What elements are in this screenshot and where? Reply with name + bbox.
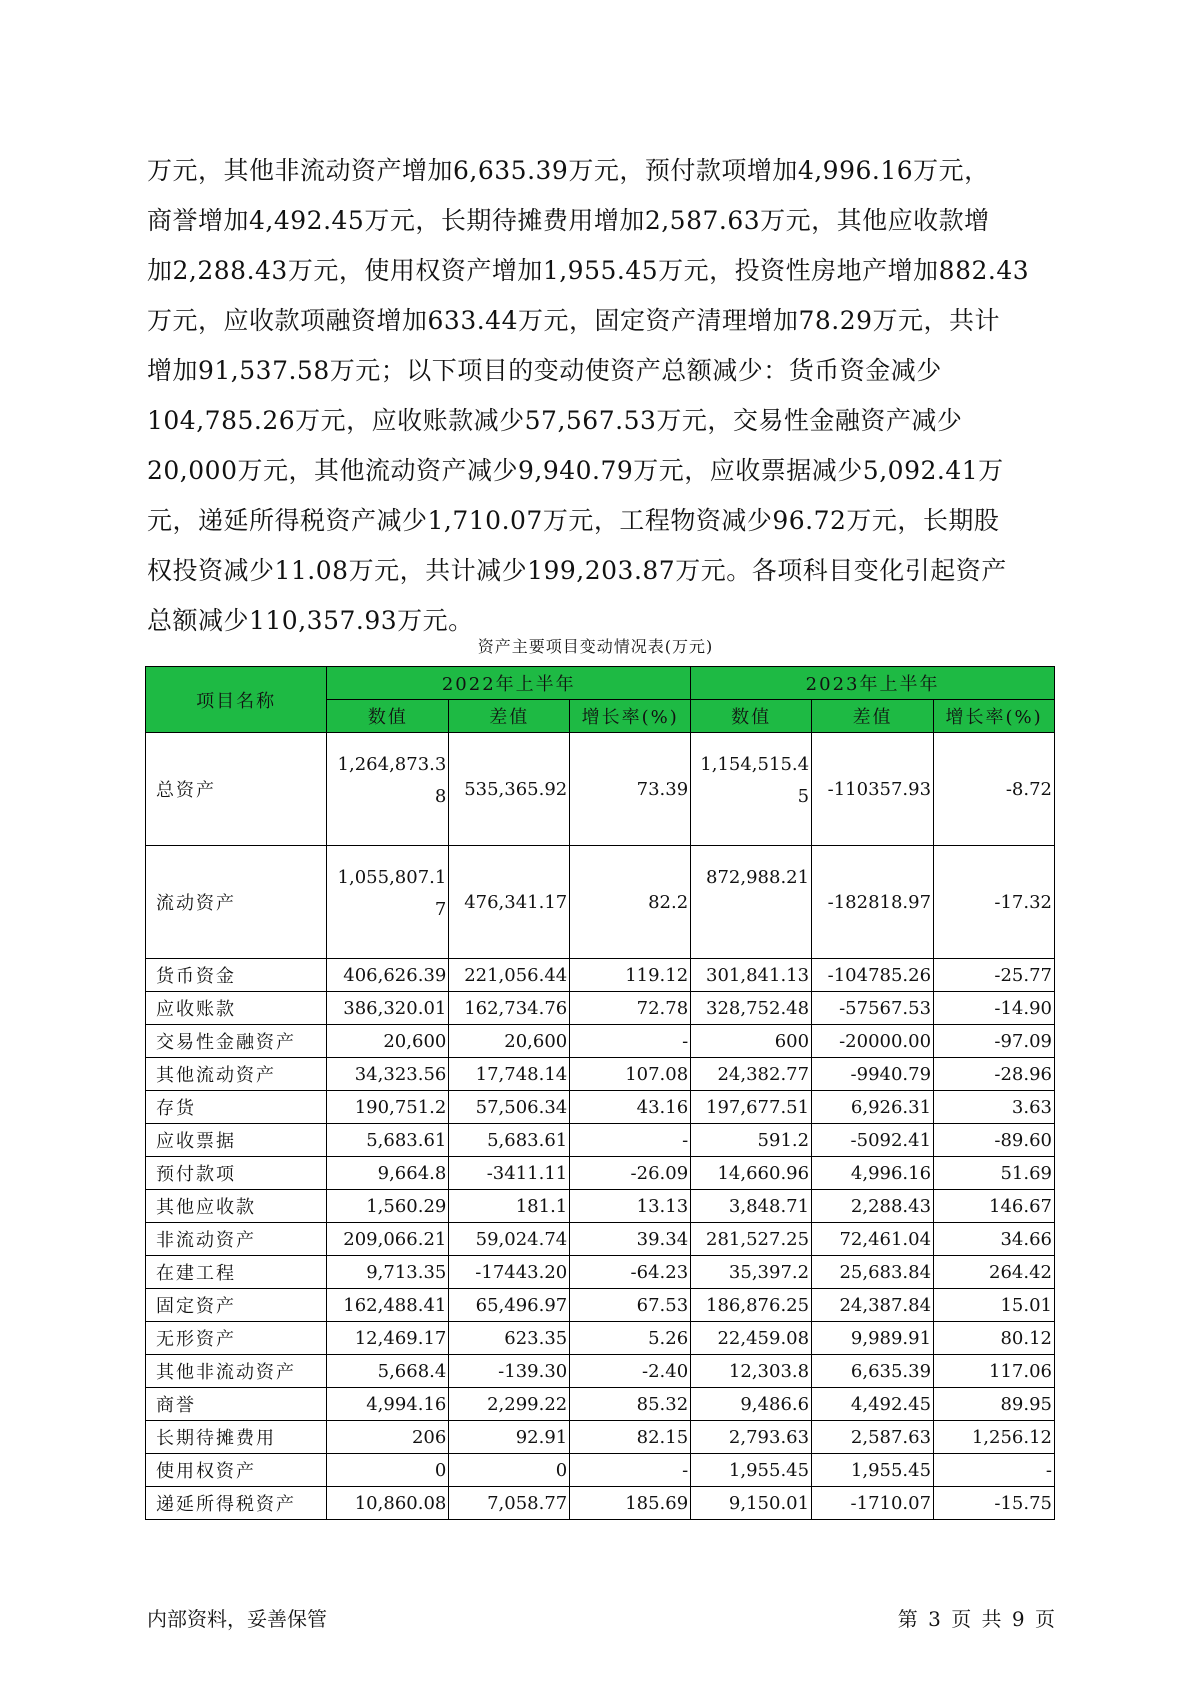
header-period-2023: 2023年上半年 bbox=[691, 667, 1055, 700]
table-cell: 65,496.97 bbox=[449, 1289, 570, 1322]
table-row bbox=[146, 1289, 1055, 1322]
row-item-name: 存货 bbox=[146, 1091, 327, 1124]
table-cell: 5,683.61 bbox=[327, 1124, 449, 1157]
table-cell: 328,752.48 bbox=[691, 992, 812, 1025]
table-cell: 12,303.8 bbox=[691, 1355, 812, 1388]
row-item-name: 预付款项 bbox=[146, 1157, 327, 1190]
table-cell: 43.16 bbox=[570, 1091, 691, 1124]
table-cell: -1710.07 bbox=[812, 1487, 934, 1520]
paragraph-line: 权投资减少11.08万元，共计减少199,203.87万元。各项科目变化引起资产 bbox=[147, 556, 1007, 585]
table-row bbox=[146, 1322, 1055, 1355]
table-cell: -28.96 bbox=[934, 1058, 1055, 1091]
table-row bbox=[146, 1454, 1055, 1487]
row-item-name: 使用权资产 bbox=[146, 1454, 327, 1487]
table-cell: -64.23 bbox=[570, 1256, 691, 1289]
table-cell: 3.63 bbox=[934, 1091, 1055, 1124]
table-cell: 190,751.2 bbox=[327, 1091, 449, 1124]
table-cell: 5,668.4 bbox=[327, 1355, 449, 1388]
table-cell: 24,387.84 bbox=[812, 1289, 934, 1322]
table-cell: -89.60 bbox=[934, 1124, 1055, 1157]
table-cell: 4,994.16 bbox=[327, 1388, 449, 1421]
row-item-name: 流动资产 bbox=[146, 846, 327, 959]
table-row bbox=[146, 992, 1055, 1025]
header-diff-2022: 差值 bbox=[449, 700, 570, 733]
table-cell: 281,527.25 bbox=[691, 1223, 812, 1256]
table-cell: 13.13 bbox=[570, 1190, 691, 1223]
table-cell: 82.2 bbox=[570, 846, 691, 959]
table-cell: 600 bbox=[691, 1025, 812, 1058]
table-row bbox=[146, 1487, 1055, 1520]
table-cell: 1,955.45 bbox=[691, 1454, 812, 1487]
row-item-name: 在建工程 bbox=[146, 1256, 327, 1289]
table-cell: 386,320.01 bbox=[327, 992, 449, 1025]
table-cell: 591.2 bbox=[691, 1124, 812, 1157]
asset-change-table bbox=[145, 666, 1055, 1520]
table-cell: -25.77 bbox=[934, 959, 1055, 992]
table-row bbox=[146, 1124, 1055, 1157]
table-cell: - bbox=[570, 1124, 691, 1157]
table-cell: 535,365.92 bbox=[449, 733, 570, 846]
table-row bbox=[146, 1190, 1055, 1223]
table-cell: 107.08 bbox=[570, 1058, 691, 1091]
header-item-name: 项目名称 bbox=[146, 667, 327, 733]
table-cell: 3,848.71 bbox=[691, 1190, 812, 1223]
table-cell: 7,058.77 bbox=[449, 1487, 570, 1520]
table-cell: 80.12 bbox=[934, 1322, 1055, 1355]
table-cell: 25,683.84 bbox=[812, 1256, 934, 1289]
header-diff-2023: 差值 bbox=[812, 700, 934, 733]
table-cell: 2,793.63 bbox=[691, 1421, 812, 1454]
row-item-name: 其他流动资产 bbox=[146, 1058, 327, 1091]
table-row bbox=[146, 1058, 1055, 1091]
table-cell: 1,955.45 bbox=[812, 1454, 934, 1487]
table-cell: 22,459.08 bbox=[691, 1322, 812, 1355]
table-cell: -97.09 bbox=[934, 1025, 1055, 1058]
header-value-2022: 数值 bbox=[327, 700, 449, 733]
row-item-name: 应收票据 bbox=[146, 1124, 327, 1157]
table-cell: 89.95 bbox=[934, 1388, 1055, 1421]
table-cell: -5092.41 bbox=[812, 1124, 934, 1157]
table-cell: - bbox=[570, 1025, 691, 1058]
table-row bbox=[146, 1355, 1055, 1388]
row-item-name: 固定资产 bbox=[146, 1289, 327, 1322]
row-item-name: 交易性金融资产 bbox=[146, 1025, 327, 1058]
table-cell: -9940.79 bbox=[812, 1058, 934, 1091]
paragraph-line: 万元，其他非流动资产增加6,635.39万元，预付款项增加4,996.16万元， bbox=[147, 156, 990, 185]
table-cell: 117.06 bbox=[934, 1355, 1055, 1388]
table-cell: -17.32 bbox=[934, 846, 1055, 959]
paragraph-line: 20,000万元，其他流动资产减少9,940.79万元，应收票据减少5,092.41万 bbox=[147, 456, 1004, 485]
table-cell: 9,150.01 bbox=[691, 1487, 812, 1520]
table-cell: 34,323.56 bbox=[327, 1058, 449, 1091]
table-cell: 57,506.34 bbox=[449, 1091, 570, 1124]
table-cell: -20000.00 bbox=[812, 1025, 934, 1058]
table-cell: 92.91 bbox=[449, 1421, 570, 1454]
table-row bbox=[146, 846, 1055, 959]
table-cell: 476,341.17 bbox=[449, 846, 570, 959]
table-cell: 162,488.41 bbox=[327, 1289, 449, 1322]
table-cell: 5,683.61 bbox=[449, 1124, 570, 1157]
paragraph-line: 元，递延所得税资产减少1,710.07万元，工程物资减少96.72万元，长期股 bbox=[147, 506, 1000, 535]
footer-confidential-note: 内部资料，妥善保管 bbox=[147, 1607, 327, 1631]
table-cell: - bbox=[934, 1454, 1055, 1487]
row-item-name: 其他应收款 bbox=[146, 1190, 327, 1223]
table-cell: 9,713.35 bbox=[327, 1256, 449, 1289]
row-item-name: 无形资产 bbox=[146, 1322, 327, 1355]
table-row bbox=[146, 959, 1055, 992]
table-cell: 20,600 bbox=[449, 1025, 570, 1058]
table-cell: 9,989.91 bbox=[812, 1322, 934, 1355]
table-cell: 17,748.14 bbox=[449, 1058, 570, 1091]
table-cell: -57567.53 bbox=[812, 992, 934, 1025]
table-cell: 9,486.6 bbox=[691, 1388, 812, 1421]
table-cell: -15.75 bbox=[934, 1487, 1055, 1520]
footer-page-number: 第 3 页 共 9 页 bbox=[897, 1607, 1055, 1631]
table-cell: 2,288.43 bbox=[812, 1190, 934, 1223]
table-cell: 146.67 bbox=[934, 1190, 1055, 1223]
table-cell: 6,635.39 bbox=[812, 1355, 934, 1388]
header-period-2022: 2022年上半年 bbox=[327, 667, 691, 700]
table-cell: 34.66 bbox=[934, 1223, 1055, 1256]
table-cell: 197,677.51 bbox=[691, 1091, 812, 1124]
table-row bbox=[146, 1223, 1055, 1256]
table-cell: 181.1 bbox=[449, 1190, 570, 1223]
table-cell: 67.53 bbox=[570, 1289, 691, 1322]
paragraph-line: 商誉增加4,492.45万元，长期待摊费用增加2,587.63万元，其他应收款增 bbox=[147, 206, 990, 235]
table-cell: 5.26 bbox=[570, 1322, 691, 1355]
paragraph-line: 加2,288.43万元，使用权资产增加1,955.45万元，投资性房地产增加882.43 bbox=[147, 256, 1030, 285]
header-growth-2022: 增长率(%) bbox=[570, 700, 691, 733]
table-cell: 0 bbox=[449, 1454, 570, 1487]
table-cell: -3411.11 bbox=[449, 1157, 570, 1190]
table-cell: 2,299.22 bbox=[449, 1388, 570, 1421]
table-cell: 20,600 bbox=[327, 1025, 449, 1058]
row-item-name: 其他非流动资产 bbox=[146, 1355, 327, 1388]
table-cell: -2.40 bbox=[570, 1355, 691, 1388]
row-item-name: 总资产 bbox=[146, 733, 327, 846]
paragraph-line: 增加91,537.58万元；以下项目的变动使资产总额减少：货币资金减少 bbox=[147, 356, 942, 385]
table-caption: 资产主要项目变动情况表(万元) bbox=[477, 637, 714, 656]
row-item-name: 非流动资产 bbox=[146, 1223, 327, 1256]
row-item-name: 货币资金 bbox=[146, 959, 327, 992]
table-cell: -14.90 bbox=[934, 992, 1055, 1025]
table-cell: 72,461.04 bbox=[812, 1223, 934, 1256]
table-cell: 162,734.76 bbox=[449, 992, 570, 1025]
paragraph-line: 104,785.26万元，应收账款减少57,567.53万元，交易性金融资产减少 bbox=[147, 406, 963, 435]
table-cell: 15.01 bbox=[934, 1289, 1055, 1322]
table-cell: 24,382.77 bbox=[691, 1058, 812, 1091]
table-cell: 406,626.39 bbox=[327, 959, 449, 992]
table-cell: 264.42 bbox=[934, 1256, 1055, 1289]
table-cell: 0 bbox=[327, 1454, 449, 1487]
table-cell: 59,024.74 bbox=[449, 1223, 570, 1256]
table-cell: 14,660.96 bbox=[691, 1157, 812, 1190]
table-row bbox=[146, 1421, 1055, 1454]
row-item-name: 应收账款 bbox=[146, 992, 327, 1025]
table-cell: -182818.97 bbox=[812, 846, 934, 959]
table-cell: 82.15 bbox=[570, 1421, 691, 1454]
table-cell: 6,926.31 bbox=[812, 1091, 934, 1124]
table-cell: 209,066.21 bbox=[327, 1223, 449, 1256]
table-cell: 12,469.17 bbox=[327, 1322, 449, 1355]
table-cell: 186,876.25 bbox=[691, 1289, 812, 1322]
paragraph-line: 万元，应收款项融资增加633.44万元，固定资产清理增加78.29万元，共计 bbox=[147, 306, 1001, 335]
table-cell: -26.09 bbox=[570, 1157, 691, 1190]
table-cell: 2,587.63 bbox=[812, 1421, 934, 1454]
row-item-name: 递延所得税资产 bbox=[146, 1487, 327, 1520]
table-cell: - bbox=[570, 1454, 691, 1487]
table-cell: 51.69 bbox=[934, 1157, 1055, 1190]
table-cell: -17443.20 bbox=[449, 1256, 570, 1289]
table-cell: 1,264,873.38 bbox=[327, 733, 449, 846]
table-cell: 85.32 bbox=[570, 1388, 691, 1421]
table-cell: 35,397.2 bbox=[691, 1256, 812, 1289]
table-cell: -110357.93 bbox=[812, 733, 934, 846]
paragraph-line: 总额减少110,357.93万元。 bbox=[147, 606, 474, 635]
table-cell: 39.34 bbox=[570, 1223, 691, 1256]
table-row bbox=[146, 1157, 1055, 1190]
table-row bbox=[146, 1025, 1055, 1058]
row-item-name: 长期待摊费用 bbox=[146, 1421, 327, 1454]
table-row bbox=[146, 1256, 1055, 1289]
table-cell: 206 bbox=[327, 1421, 449, 1454]
table-cell: 623.35 bbox=[449, 1322, 570, 1355]
table-cell: 1,256.12 bbox=[934, 1421, 1055, 1454]
table-cell: 73.39 bbox=[570, 733, 691, 846]
table-row bbox=[146, 1091, 1055, 1124]
header-value-2023: 数值 bbox=[691, 700, 812, 733]
table-cell: 221,056.44 bbox=[449, 959, 570, 992]
table-cell: 185.69 bbox=[570, 1487, 691, 1520]
table-cell: 1,154,515.45 bbox=[691, 733, 812, 846]
table-cell: 872,988.21 bbox=[691, 846, 812, 959]
table-cell: 4,996.16 bbox=[812, 1157, 934, 1190]
header-growth-2023: 增长率(%) bbox=[934, 700, 1055, 733]
table-cell: -104785.26 bbox=[812, 959, 934, 992]
table-cell: -139.30 bbox=[449, 1355, 570, 1388]
table-row bbox=[146, 733, 1055, 846]
table-cell: 4,492.45 bbox=[812, 1388, 934, 1421]
body-paragraph bbox=[147, 146, 1055, 646]
table-cell: 9,664.8 bbox=[327, 1157, 449, 1190]
table-cell: 301,841.13 bbox=[691, 959, 812, 992]
table-cell: 1,560.29 bbox=[327, 1190, 449, 1223]
row-item-name: 商誉 bbox=[146, 1388, 327, 1421]
table-cell: 72.78 bbox=[570, 992, 691, 1025]
table-cell: -8.72 bbox=[934, 733, 1055, 846]
table-cell: 1,055,807.17 bbox=[327, 846, 449, 959]
table-cell: 119.12 bbox=[570, 959, 691, 992]
table-row bbox=[146, 1388, 1055, 1421]
table-cell: 10,860.08 bbox=[327, 1487, 449, 1520]
